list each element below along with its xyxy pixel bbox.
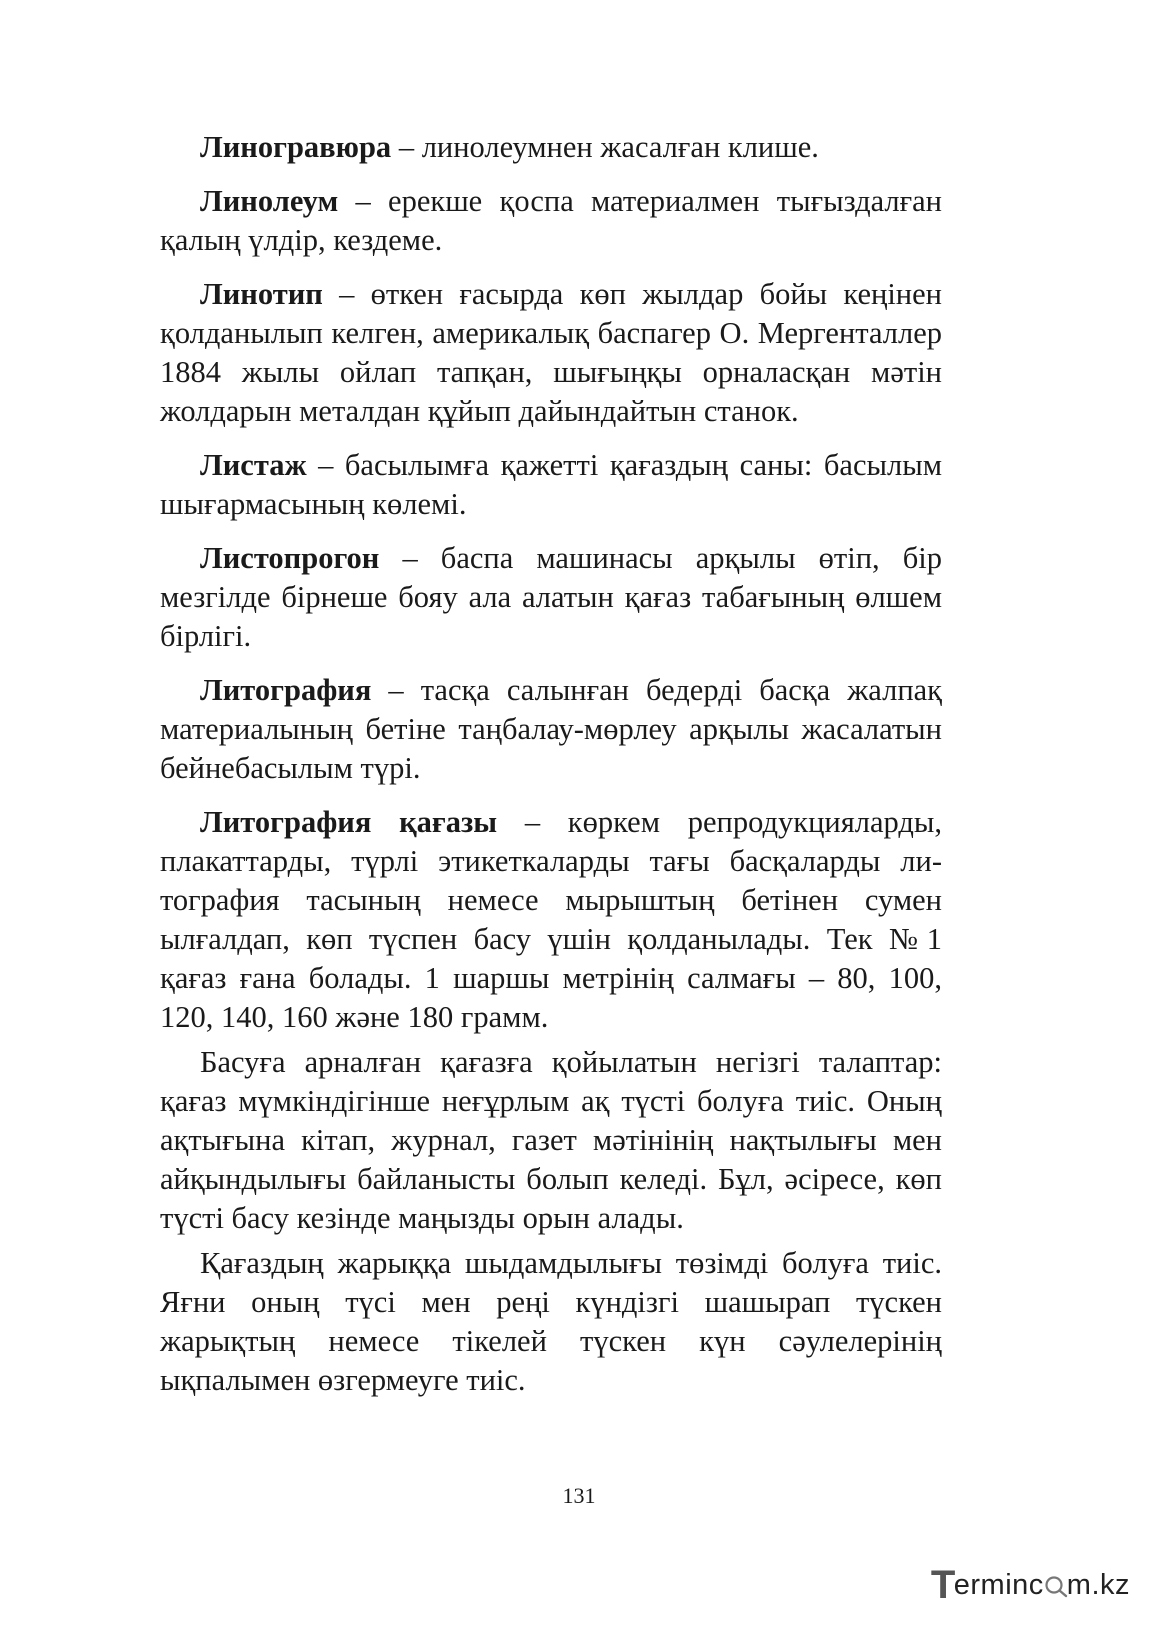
entry-definition: – баспа машинасы арқылы өтіп, бір мезгілде бірнеше бояу ала алатын қағаз табағының өлшем бірлігі.: [160, 541, 942, 653]
page-number: 131: [562, 1483, 596, 1508]
glossary-entry: [160, 128, 942, 167]
entry-term: Листаж: [200, 448, 307, 482]
glossary-entry: [160, 446, 942, 524]
glossary-entry: [160, 182, 942, 260]
entry-definition: – көркем репродукцияларды, плакаттарды, түрлі этикеткаларды тағы басқаларды литография тасының немесе мырыштың бетінен сумен ылғалдап, көп түспен басу үшін қолданылады. Тек №1 қағаз ғана болады. 1 шаршы метрінің салмағы – 80, 100, 120, 140, 160 және 180 грамм.: [160, 805, 942, 1034]
entry-term: Листопрогон: [200, 541, 380, 575]
watermark-middle: erminc: [953, 1568, 1044, 1601]
entry-definition: – тасқа салынған бедерді басқа жалпақ материалының бетіне таңбалау-мөрлеу арқылы жасалатын бейнебасылым түрі.: [160, 673, 942, 785]
entry-definition: – ерекше қоспа материалмен тығыздалған қалың үлдір, кездеме.: [160, 184, 942, 257]
entry-definition: – линолеумнен жасалған клише.: [391, 130, 819, 164]
glossary-entry: [160, 671, 942, 788]
entry-definition: – басылымға қажетті қағаздың саны: басылым шығармасының көлемі.: [160, 448, 942, 521]
magnifier-icon: [1043, 1572, 1069, 1598]
body-paragraph: Қағаздың жарыққа шыдамдылығы төзімді болуға тиіс. Яғни оның түсі мен реңі күндізгі шашырап түскен жарықтың немесе тікелей түскен күн сәулелерінің ықпалымен өзгермеуге тиіс.: [160, 1246, 942, 1397]
entry-term: Линолеум: [200, 184, 339, 218]
entry-definition: – өткен ғасырда көп жылдар бойы кеңінен қолданылып келген, америкалық баспагер О. Мергенталлер 1884 жылы ойлап тапқан, шығыңқы орналасқан мәтін жолдарын металдан құйып дайындайтын станок.: [160, 277, 942, 428]
body-paragraph: Басуға арналған қағазға қойылатын негізгі талаптар: қағаз мүмкіндігінше неғұрлым ақ түсті болуға тиіс. Оның ақтығына кітап, журнал, газет мәтінінің нақтылығы мен айқындылығы байланысты болып келеді. Бұл, әсіресе, көп түсті басу кезінде маңызды орын алады.: [160, 1045, 942, 1235]
watermark-end: m.kz: [1066, 1568, 1130, 1601]
glossary-entry: [160, 539, 942, 656]
entry-term: Линотип: [200, 277, 323, 311]
glossary-entry: [160, 803, 942, 1037]
watermark-first-letter: T: [930, 1562, 956, 1607]
entry-term: Литография қағазы: [200, 805, 498, 839]
page-body: [160, 128, 942, 1406]
entry-term: Литография: [200, 673, 372, 707]
site-watermark: [930, 1562, 1130, 1607]
glossary-entry: [160, 275, 942, 431]
entry-term: Линогравюра: [200, 130, 392, 164]
